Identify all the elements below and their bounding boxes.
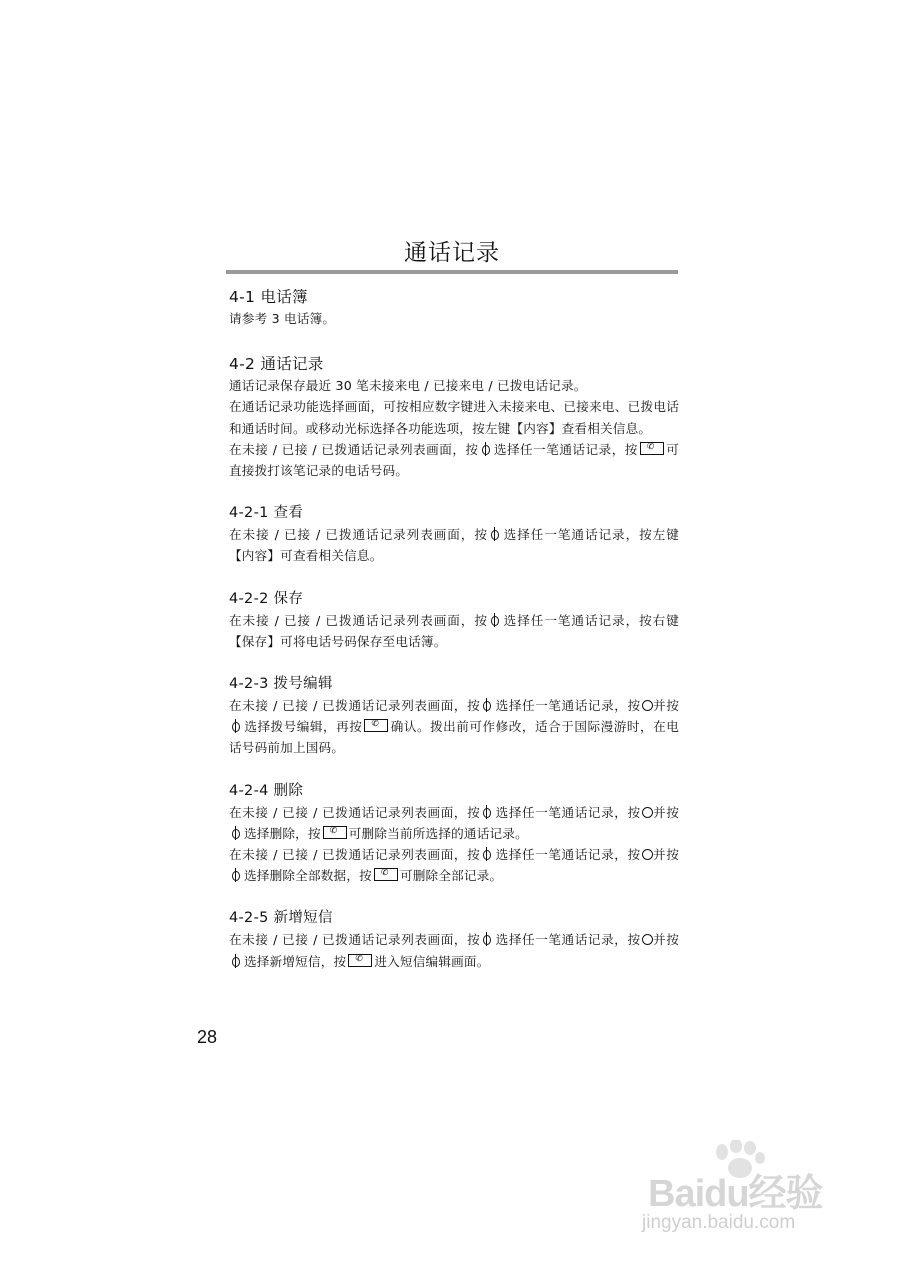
- section-text: 请参考 3 电话簿。: [229, 311, 336, 326]
- section-4-1: [229, 286, 679, 329]
- text-run: 选择任一笔通话记录，按: [495, 698, 641, 714]
- navigation-key-icon: [482, 805, 492, 819]
- send-key-icon: [364, 719, 388, 732]
- subsection-heading: 4-2-3 拨号编辑: [229, 676, 333, 693]
- ok-key-icon: [642, 807, 653, 818]
- navigation-key-icon: [481, 442, 491, 456]
- text-run: 在未接 / 已接 / 已拨通话记录列表画面，按: [229, 847, 481, 863]
- ok-key-icon: [642, 934, 653, 945]
- navigation-key-icon: [482, 932, 492, 946]
- text-run: 选择拨号编辑，再按: [244, 719, 363, 735]
- section-4-2-1: [229, 503, 679, 566]
- section-text: [229, 844, 679, 886]
- text-run: 选择任一笔通话记录，按: [495, 847, 641, 863]
- text-run: 可删除全部记录。: [399, 868, 503, 884]
- text-run: 在未接 / 已接 / 已拨通话记录列表画面，按: [229, 527, 488, 543]
- subsection-heading: 4-2-4 删除: [229, 782, 304, 799]
- text-run: 在未接 / 已接 / 已拨通话记录列表画面，按: [229, 698, 481, 714]
- section-text: [229, 929, 679, 971]
- chapter-title: 通话记录: [404, 240, 500, 266]
- text-run: 在未接 / 已接 / 已拨通话记录列表画面，按: [229, 612, 488, 628]
- navigation-key-icon: [231, 868, 241, 882]
- section-text: [229, 439, 679, 481]
- send-key-icon: [640, 442, 664, 455]
- title-rule: [226, 270, 678, 274]
- text-run: 并按: [652, 847, 679, 863]
- subsection-heading: 4-2-5 新增短信: [229, 910, 333, 927]
- text-run: 选择任一笔通话记录，按: [495, 804, 641, 820]
- text-run: 选择删除，按: [244, 825, 321, 841]
- navigation-key-icon: [490, 527, 500, 541]
- text-run: 选择任一笔通话记录，按: [495, 932, 641, 948]
- section-text: [229, 695, 679, 759]
- section-heading: 4-2 通话记录: [229, 355, 324, 374]
- ok-key-icon: [642, 849, 653, 860]
- section-heading: 4-1 电话簿: [229, 288, 308, 306]
- text-run: 并按: [652, 804, 679, 820]
- text-run: 在未接 / 已接 / 已拨通话记录列表画面，按: [229, 804, 481, 820]
- send-key-icon: [348, 954, 372, 967]
- section-text: [229, 524, 679, 566]
- text-run: 并按: [652, 932, 679, 948]
- text-run: 在未接 / 已接 / 已拨通话记录列表画面，按: [229, 932, 481, 948]
- text-run: 并按: [652, 698, 679, 714]
- navigation-key-icon: [231, 826, 241, 840]
- section-4-2-5: [229, 908, 679, 971]
- text-run: 选择任一笔通话记录，按左键【内容】可查看相关信息。: [229, 527, 679, 564]
- section-text: [229, 610, 679, 652]
- text-run: 选择新增短信，按: [244, 953, 347, 969]
- section-4-2-2: [229, 589, 679, 652]
- text-run: 确认。拨出前可作修改，适合于国际漫游时，在电话号码前加上国码。: [229, 719, 679, 756]
- section-text: [229, 802, 679, 844]
- section-4-2: [229, 353, 679, 481]
- subsection-heading: 4-2-1 查看: [229, 505, 304, 522]
- text-run: 选择任一笔通话记录，按: [493, 441, 638, 457]
- watermark-url: jingyan.baidu.com: [642, 1212, 796, 1233]
- navigation-key-icon: [231, 719, 241, 733]
- page-content: [229, 286, 679, 972]
- text-run: 在未接 / 已接 / 已拨通话记录列表画面，按: [229, 441, 479, 457]
- text-run: 进入短信编辑画面。: [374, 953, 490, 969]
- text-run: 可删除当前所选择的通话记录。: [348, 825, 528, 841]
- navigation-key-icon: [231, 954, 241, 968]
- text-run: 选择任一笔通话记录，按右键【保存】可将电话号码保存至电话簿。: [229, 612, 679, 649]
- navigation-key-icon: [482, 847, 492, 861]
- ok-key-icon: [642, 700, 653, 711]
- text-run: 选择删除全部数据，按: [244, 868, 372, 884]
- page-number: 28: [197, 1027, 218, 1047]
- send-key-icon: [323, 826, 347, 839]
- baidu-watermark: [640, 1140, 880, 1240]
- section-text: 在通话记录功能选择画面，可按相应数字键进入未接来电、已接来电、已拨电话和通话时间。或移动光标选择各功能选项，按左键【内容】查看相关信息。: [229, 399, 679, 436]
- send-key-icon: [374, 868, 398, 881]
- navigation-key-icon: [482, 698, 492, 712]
- navigation-key-icon: [490, 613, 500, 627]
- section-4-2-4: [229, 781, 679, 887]
- section-text: 通话记录保存最近 30 笔未接来电 / 已接来电 / 已拨电话记录。: [229, 378, 587, 394]
- section-4-2-3: [229, 674, 679, 759]
- text-run: 可直接拨打该笔记录的电话号码。: [229, 441, 680, 479]
- watermark-logo: Baidu经验: [648, 1173, 823, 1215]
- subsection-heading: 4-2-2 保存: [229, 590, 304, 607]
